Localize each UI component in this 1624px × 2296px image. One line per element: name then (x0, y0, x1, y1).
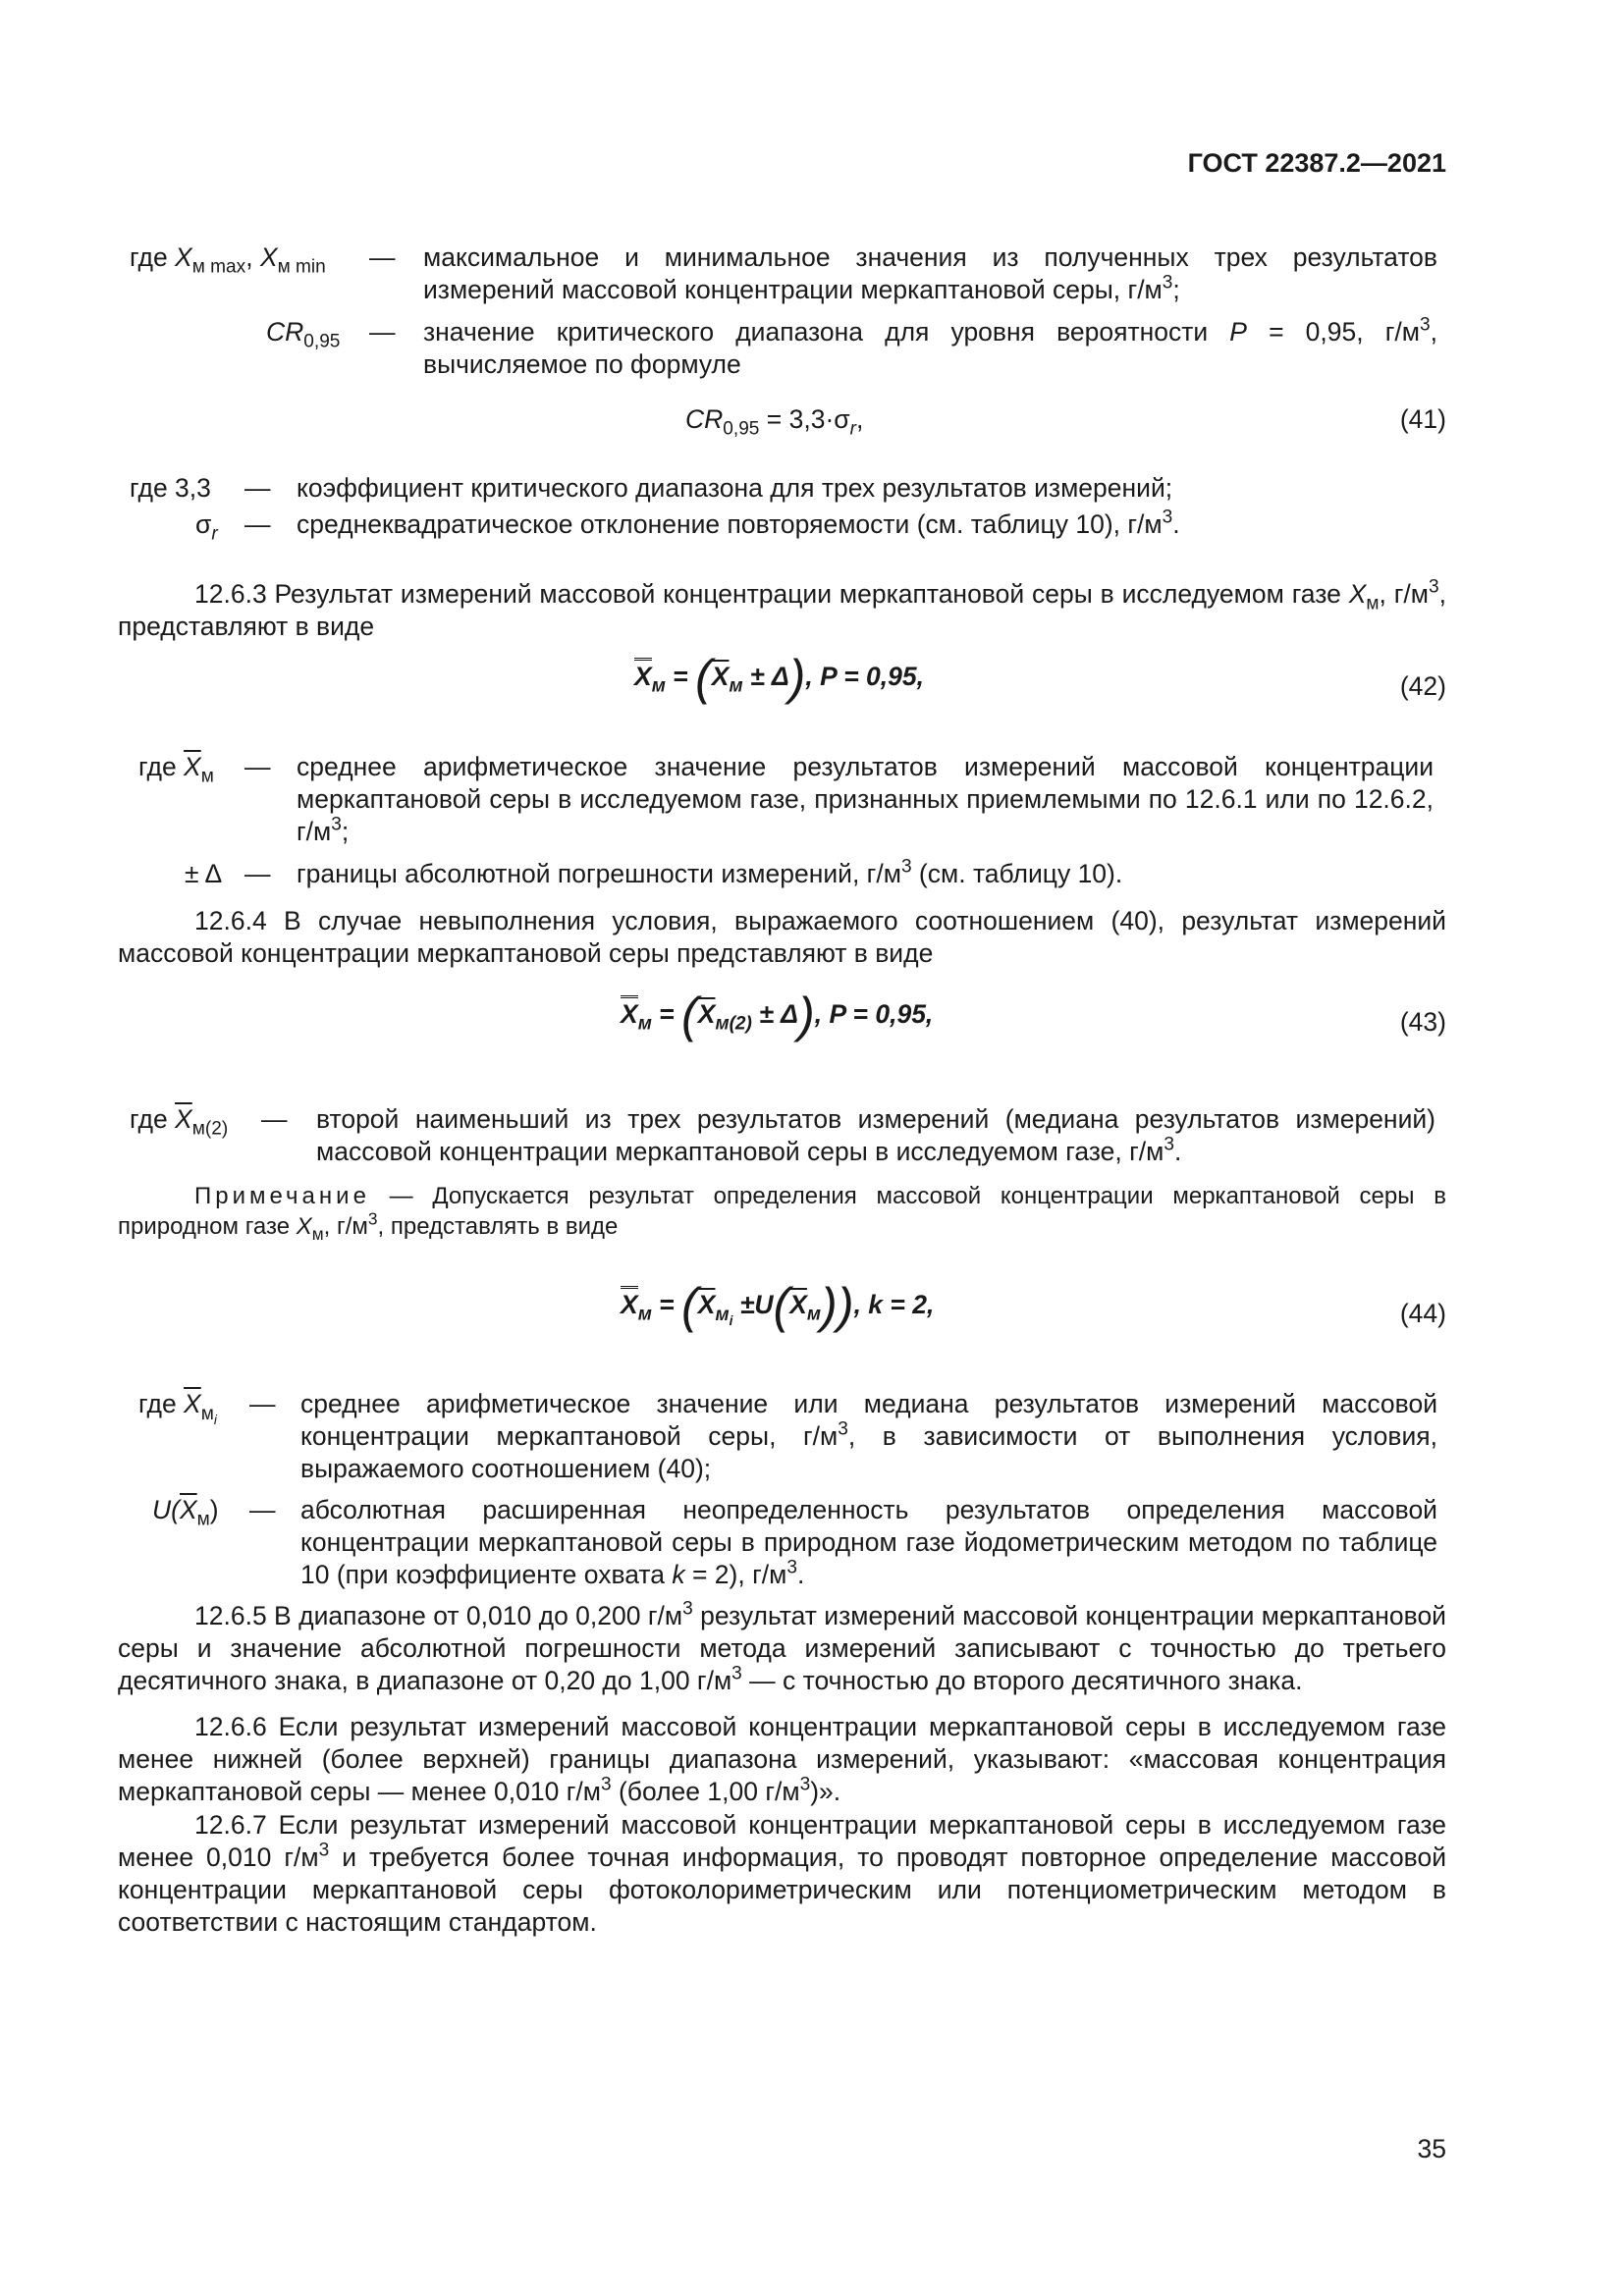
formula-42: $X_м = (\overline{X}_м \pm \Delta)$, P = 0,95, (634, 649, 924, 706)
dash: — (249, 1389, 276, 1418)
definition-delta: границы абсолютной погрешности измерений, $г/м^3$ (см. таблицу 10). (297, 856, 1123, 888)
definition-sigma-r: среднеквадратическое отклонение повторяемости (см. таблицу 10), $г/м^3$. (297, 507, 1180, 539)
formula-number-42: (42) (1399, 671, 1446, 701)
dash: — (244, 752, 271, 781)
definition-u: абсолютная расширенная неопределенность результатов определения массовой концентрации меркаптановой серы в природном газе йодометрическим методом по таблице 10 (при коэффициенте охвата k = 2), $г/м^3$. (300, 1495, 1437, 1589)
dash: — (369, 242, 396, 272)
paragraph-12-6-4: 12.6.4 В случае невыполнения условия, выражаемого соотношением (40), результат измерений массовой концентрации меркаптановой серы представляют в виде (118, 906, 1446, 968)
paragraph-12-6-3: 12.6.3 Результат измерений массовой концентрации меркаптановой серы в исследуемом газе $X_м$, $г/м^3$, представляют в виде (118, 576, 1446, 641)
formula-number-41: (41) (1399, 404, 1446, 434)
term-x-bar-m2: где $\overline{X}_{м(2)}$ (130, 1104, 229, 1140)
page-number: 35 (1417, 2134, 1446, 2163)
paragraph-12-6-5: 12.6.5 В диапазоне от 0,010 до 0,200 $г/м^3$ результат измерений массовой концентрации меркаптановой серы и значение абсолютной погрешности метода измерений записывают с точностью до третьего десятичного знака, в диапазоне от 0,20 до 1,00 $г/м^3$ — с точностью до второго десятичного знака. (118, 1598, 1446, 1695)
paragraph-12-6-6: 12.6.6 Если результат измерений массовой концентрации меркаптановой серы в исследуемом газе менее нижней (более верхней) границы диапазона измерений, указывают: «массовая концентрация меркаптановой серы — менее 0,010 $г/м^3$ (более 1,00 $г/м^3$)». (118, 1712, 1446, 1806)
term-3-3: где 3,3 (130, 473, 211, 503)
dash: — (369, 317, 396, 347)
dash: — (261, 1104, 288, 1134)
term-cr095: $CR_{0,95}$ (266, 317, 341, 352)
formula-41: $CR_{0,95} = 3,3\cdot\sigma_r$, (685, 404, 864, 440)
term-x-max-min: где $X_{м max}$, $X_{м min}$ (130, 242, 326, 278)
definition-x-bar-mi: среднее арифметическое значение или медиана результатов измерений массовой концентрации меркаптановой серы, $г/м^3$, в зависимости от выполнения условия, выражаемого соотношением (40); (300, 1389, 1437, 1483)
formula-44: $X_м = (\overline{X}_{м_i} \pm U(\overline{X}_м))$, k = 2, (621, 1277, 935, 1334)
note: Примечание — Допускается результат определения массовой концентрации меркаптановой серы в природном газе $X_м$, $г/м^3$, представлять в виде (118, 1183, 1446, 1245)
formula-number-44: (44) (1399, 1299, 1446, 1328)
dash: — (249, 1495, 276, 1524)
term-x-bar-mi: где $\overline{X}_{м_i}$ (138, 1389, 217, 1427)
formula-number-43: (43) (1399, 1007, 1446, 1037)
standard-designation: ГОСТ 22387.2—2021 (1187, 148, 1446, 178)
note-label: Примечание (194, 1183, 370, 1209)
term-delta: ± Δ (185, 859, 223, 888)
paragraph-12-6-7: 12.6.7 Если результат измерений массовой концентрации меркаптановой серы в исследуемом газе менее 0,010 $г/м^3$ и требуется более точная информация, то проводят повторное определение массовой концентрации меркаптановой серы фотоколориметрическим или потенциометрическим методом в соответствии с настоящим стандартом. (118, 1810, 1447, 1937)
definition-cr095: значение критического диапазона для уровня вероятности P = 0,95, $г/м^3$, вычисляемое по формуле (423, 314, 1437, 379)
dash: — (244, 509, 271, 539)
definition-x-max-min: максимальное и минимальное значения из полученных трех результатов измерений массовой концентрации меркаптановой серы, $г/м^3$; (423, 242, 1437, 304)
formula-43: $X_м = (\overline{X}_{м(2)} \pm \Delta)$, P = 0,95, (621, 987, 934, 1043)
definition-x-bar-m: среднее арифметическое значение результатов измерений массовой концентрации меркаптановой серы в исследуемом газе, признанных приемлемыми по 12.6.1 или по 12.6.2, $г/м^3$; (297, 752, 1434, 846)
dash: — (244, 859, 271, 888)
dash: — (244, 473, 271, 503)
definition-3-3: коэффициент критического диапазона для трех результатов измерений; (297, 473, 1173, 503)
term-x-bar-m: где $\overline{X}_м$ (138, 752, 214, 787)
term-sigma-r: $\sigma_r$ (195, 509, 218, 545)
definition-x-bar-m2: второй наименьший из трех результатов измерений (медиана результатов измерений) массовой концентрации меркаптановой серы в исследуемом газе, $г/м^3$. (316, 1104, 1435, 1166)
term-u: $U(\overline{X}_м)$ (152, 1495, 219, 1530)
